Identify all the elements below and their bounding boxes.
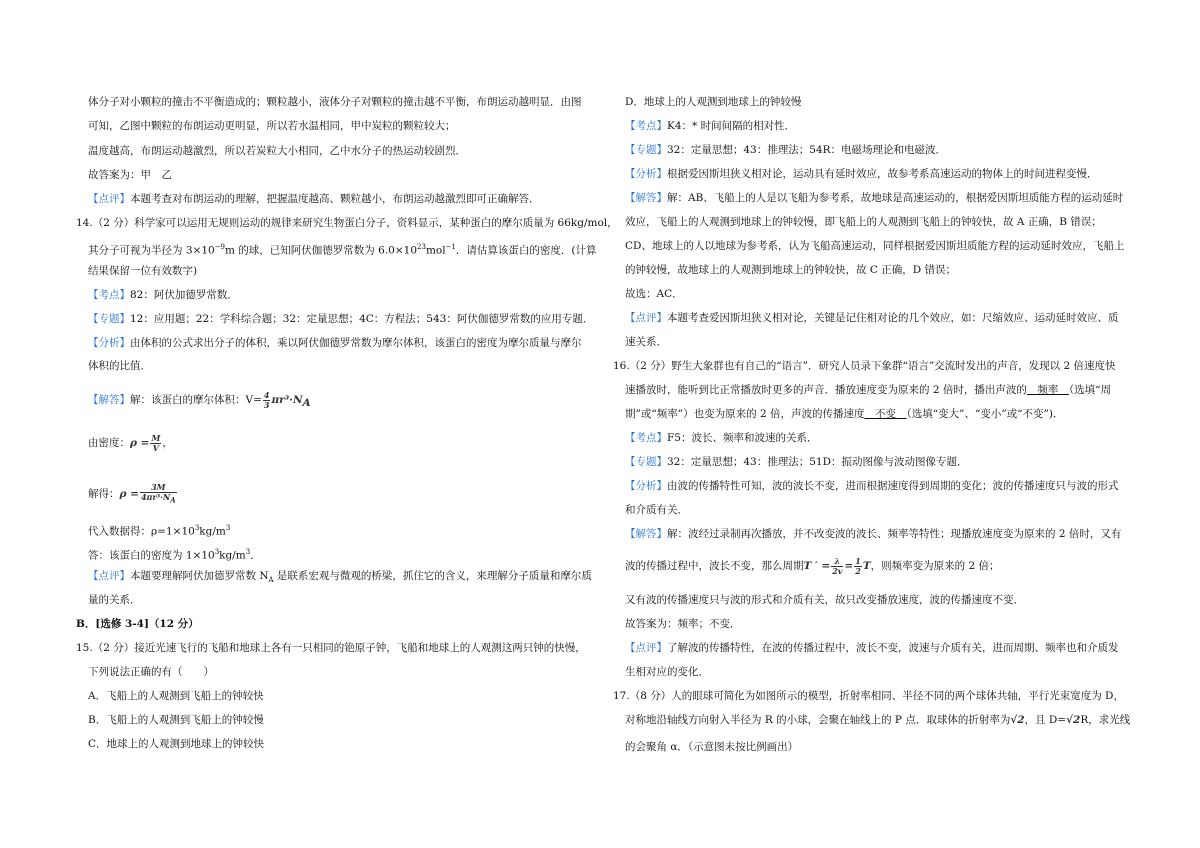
q14-analysis-line-1: 【分析】由体积的公式求出分子的体积，乘以阿伏伽德罗常数为摩尔体积，该蛋白的密度为摩尔质量与摩尔 <box>88 337 582 349</box>
volume-formula: πr³·N <box>271 394 303 406</box>
q14-stem-line-1: 14.（2 分）科学家可以运用无规则运动的规律来研究生物蛋白分子，资料显示，某种蛋白的摩尔质量为 66kg/mol， <box>76 217 618 229</box>
q16-solution-line-1: 【解答】解：波经过录制再次播放，并不改变波的波长、频率等特性；现播放速度变为原来的 2 倍时，又有 <box>625 528 1122 540</box>
q15-comment-line-2: 速关系． <box>625 336 667 348</box>
q17-stem-line-1: 17.（8 分）人的眼球可简化为如图所示的模型，折射率相同、半径不同的两个球体共轴，平行光束宽度为 D， <box>613 690 1124 702</box>
q16-answer: 故答案为：频率；不变． <box>625 618 741 630</box>
q14-substitution: 代入数据得：$\rho=1\times 10^3kg/m^3$ <box>88 524 231 538</box>
q14-solution-volume: 【解答】解：该蛋白的摩尔体积：V= $\frac{4}{3}$ $\pi r^3\cdot N_A$ <box>88 389 311 410</box>
q15-option-d: D．地球上的人观测到地球上的钟较慢 <box>625 96 802 108</box>
q16-solution-line-3: 又有波的传播速度只与波的形式和介质有关，故只改变播放速度，波的传播速度不变． <box>625 594 1024 606</box>
q13-answer-line-1: 体分子对小颗粒的撞击不平衡造成的；颗粒越小，液体分子对颗粒的撞击越不平衡，布朗运动越明显．由图 <box>88 96 582 108</box>
q15-option-a: A．飞船上的人观测到飞船上的钟较快 <box>88 690 264 702</box>
q13-answer-line-2: 可知，乙图中颗粒的布朗运动更明显，所以若水温相同，甲中炭粒的颗粒较大； <box>88 120 456 132</box>
q16-stem-line-1: 16.（2 分）野生大象群也有自己的“语言”．研究人员录下象群“语言”交流时发出的声音，发现以 2 倍速度快 <box>613 360 1116 372</box>
q15-choice: 故选：AC． <box>625 288 683 300</box>
q14-topic: 【考点】82：阿伏加德罗常数． <box>88 289 238 301</box>
q15-solution-line-1: 【解答】解：AB、飞船上的人是以飞船为参考系，故地球是高速运动的，根据爱因斯坦质能方程的运动延时 <box>625 192 1124 204</box>
q15-solution-line-3: CD、地球上的人以地球为参考系，认为飞船高速运动，同样根据爱因斯坦质能方程的运动延时效应，飞船上 <box>625 240 1125 252</box>
q16-stem-line-3: 期”或“频率”）也变为原来的 2 倍，声波的传播速度 不变 （选填“变大”、“变小”或“不变”)． <box>625 408 1064 420</box>
blank-answer-frequency: 频率 <box>1026 384 1069 396</box>
q14-stem-line-2: 其分子可视为半径为 $3\times 10^{-9}m$ 的球，已知阿伏伽德罗常数为 $6.0\times 10^{23}mol^{-1}$．请估算该蛋白的密度．(计算 <box>88 243 597 257</box>
q16-analysis-line-1: 【分析】由波的传播特性可知，波的波长不变，进而根据速度得到周期的变化；波的传播速度只与波的形式 <box>625 480 1119 492</box>
q17-stem-line-2: 对称地沿轴线方向射入半径为 R 的小球，会聚在轴线上的 P 点．取球体的折射率为√2，且 D=√2R，求光线 <box>625 714 1131 726</box>
q14-comment-line-1: 【点评】本题要理解阿伏加德罗常数 $N_A$ 是联系宏观与微观的桥梁，抓住它的含义，来理解分子质量和摩尔质 <box>88 570 592 585</box>
q14-density-formula: 由密度：ρ = $\frac{M}{V}$ ， <box>88 432 173 453</box>
q15-analysis: 【分析】根据爱因斯坦狭义相对论，运动具有延时效应，故参考系高速运动的物体上的时间进程变慢． <box>625 168 1098 180</box>
q13-final-answer: 故答案为：甲 乙 <box>88 169 172 181</box>
q13-comment: 【点评】本题考查对布朗运动的理解，把握温度越高、颗粒越小，布朗运动越激烈即可正确解答． <box>88 193 540 205</box>
q15-comment-line-1: 【点评】本题考查爱因斯坦狭义相对论，关键是记住相对论的几个效应，如：尺缩效应、运动延时效应、质 <box>625 312 1119 324</box>
q15-topic: 【考点】K4：* 时间间隔的相对性． <box>625 120 796 132</box>
q15-special: 【专题】32：定量思想；43：推理法；54R：电磁场理论和电磁波． <box>625 144 946 156</box>
q14-comment-line-2: 量的关系． <box>88 594 141 606</box>
q14-analysis-line-2: 体积的比值． <box>88 360 151 372</box>
comment-tag: 【点评】 <box>88 193 130 205</box>
q17-stem-line-3: 的会聚角 α．（示意图未按比例画出） <box>625 741 799 753</box>
q14-answer: 答：该蛋白的密度为 $1\times 10^3kg/m^3$． <box>88 548 261 562</box>
q14-special: 【专题】12：应用题；22：学科综合题；32：定量思想；4C：方程法；543：阿伏伽德罗常数的应用专题． <box>88 313 594 325</box>
q16-comment-line-1: 【点评】了解波的传播特性，在波的传播过程中，波长不变，波速与介质有关，进而周期、频率也和介质发 <box>625 642 1119 654</box>
q16-comment-line-2: 生相对应的变化． <box>625 666 709 678</box>
q15-option-c: C．地球上的人观测到地球上的钟较快 <box>88 738 265 750</box>
q16-stem-line-2: 速播放时，能听到比正常播放时更多的声音．播放速度变为原来的 2 倍时，播出声波的 频率 （选填“周 <box>625 384 1111 396</box>
q15-solution-line-2: 效应，飞船上的人观测到地球上的钟较慢，即飞船上的人观测到飞船上的钟较快，故 A 正确，B 错误； <box>625 216 1102 228</box>
q15-stem-line-1: 15.（2 分）接近光速飞行的飞船和地球上各有一只相同的铯原子钟，飞船和地球上的人观测这两只钟的快慢， <box>76 642 586 654</box>
q16-analysis-line-2: 和介质有关． <box>625 504 688 516</box>
blank-answer-unchanged: 不变 <box>864 408 907 420</box>
q16-solution-line-2: 波的传播过程中，波长不变，那么周期T ′ = $\frac{\lambda}{2v}$ = $\frac{1}{2}$ T，则频率变为原来的 2 倍； <box>625 555 1000 576</box>
section-b-heading: B．[选修 3-4]（12 分） <box>76 618 199 630</box>
q16-topic: 【考点】F5：波长、频率和波速的关系． <box>625 432 818 444</box>
q15-stem-line-2: 下列说法正确的有（ ） <box>88 666 214 678</box>
q15-option-b: B．飞船上的人观测到飞船上的钟较慢 <box>88 714 264 726</box>
q15-solution-line-4: 的钟较慢，故地球上的人观测到地球上的钟较快，故 C 正确，D 错误； <box>625 264 956 276</box>
q13-answer-line-3: 温度越高，布朗运动越激烈，所以若炭粒大小相同，乙中水分子的热运动较剧烈． <box>88 145 466 157</box>
q16-special: 【专题】32：定量思想；43：推理法；51D：振动图像与波动图像专题． <box>625 456 968 468</box>
q14-solved-density: 解得：ρ = $\frac{3M}{4\pi r^3\cdot N_A}$ <box>88 482 176 505</box>
q14-stem-line-3: 结果保留一位有效数字) <box>88 265 198 277</box>
